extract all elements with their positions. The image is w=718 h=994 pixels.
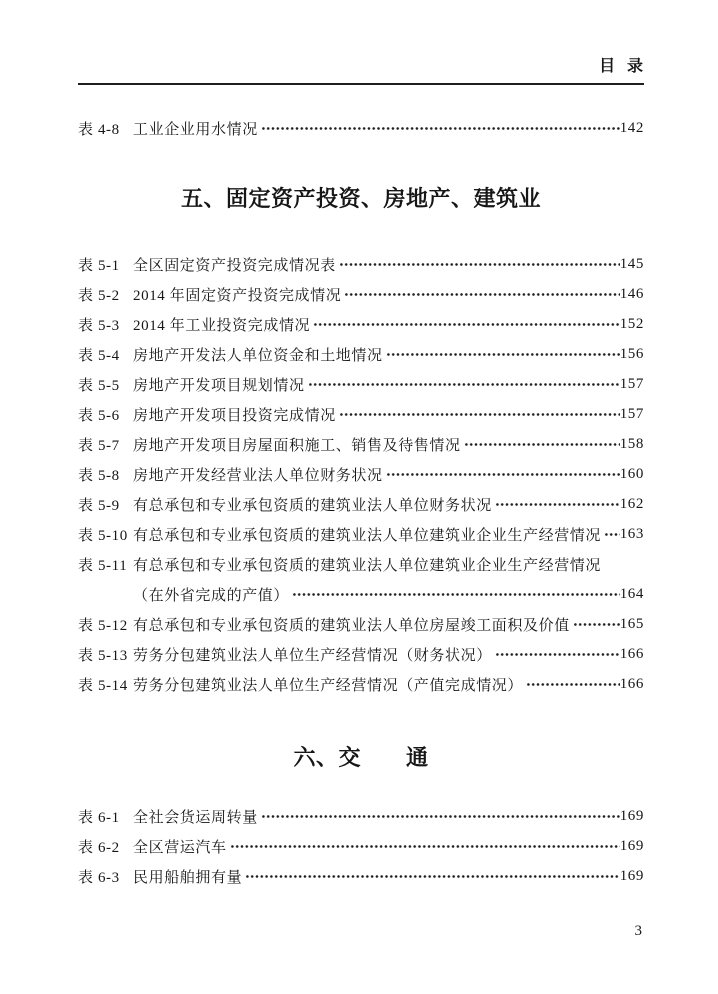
toc-entry: [78, 309, 644, 339]
section-transport: [78, 743, 644, 891]
section-entry-list: [78, 801, 644, 891]
toc-entry-line: [78, 489, 644, 519]
entry-page-number: 163: [619, 525, 644, 542]
toc-entry-line: [78, 831, 644, 861]
entry-page-number: 165: [619, 615, 644, 632]
entry-label: 表 6-2: [78, 839, 120, 856]
entry-title: 有总承包和专业承包资质的建筑业法人单位建筑业企业生产经营情况: [133, 527, 602, 544]
dot-leader: [308, 377, 620, 392]
entry-label: 表 5-6: [78, 407, 120, 424]
toc-entry: [78, 549, 644, 609]
entry-title: 民用船舶拥有量: [133, 869, 243, 886]
dot-leader: [495, 497, 620, 512]
toc-entry: [78, 801, 644, 831]
toc-entry: [78, 639, 644, 669]
entry-page-number: 169: [619, 807, 644, 824]
entry-page-number: 157: [619, 375, 644, 392]
toc-entry: [78, 519, 644, 549]
entry-title-continuation: （在外省完成的产值）: [133, 587, 290, 604]
dot-leader: [261, 121, 620, 136]
entry-page-number: 157: [619, 405, 644, 422]
entry-label: 表 5-10: [78, 527, 128, 544]
entry-title: 全区固定资产投资完成情况表: [133, 257, 336, 274]
section-heading: 五、固定资产投资、房地产、建筑业: [180, 186, 541, 211]
entry-title: 房地产开发经营业法人单位财务状况: [133, 467, 383, 484]
entry-title: 有总承包和专业承包资质的建筑业法人单位财务状况: [133, 497, 492, 514]
entry-page-number: 166: [619, 675, 644, 692]
dot-leader: [344, 287, 619, 302]
entry-title: 全区营运汽车: [133, 839, 227, 856]
toc-entry-continuation-line: [78, 579, 644, 609]
entry-label: 表 5-5: [78, 377, 120, 394]
entry-title: 房地产开发法人单位资金和土地情况: [133, 347, 383, 364]
entry-page-number: 169: [619, 867, 644, 884]
entry-title: 劳务分包建筑业法人单位生产经营情况（财务状况）: [133, 647, 492, 664]
entry-label: 表 6-3: [78, 869, 120, 886]
entry-page-number: 162: [619, 495, 644, 512]
page-number: 3: [634, 923, 642, 939]
toc-entry: [78, 249, 644, 279]
entry-label: 表 5-4: [78, 347, 120, 364]
entry-title: 房地产开发项目规划情况: [133, 377, 305, 394]
entry-page-number: 145: [619, 255, 644, 272]
toc-entry-line: [78, 669, 644, 699]
entry-label: 表 5-8: [78, 467, 120, 484]
toc-entry: [78, 369, 644, 399]
entry-page-number: 146: [619, 285, 644, 302]
entry-label: 表 5-14: [78, 677, 128, 694]
dot-leader: [386, 467, 620, 482]
toc-entry-line: [78, 519, 644, 549]
dot-leader: [339, 257, 620, 272]
toc-entry-line: [78, 609, 644, 639]
entry-label: 表 6-1: [78, 809, 120, 826]
entry-title: 有总承包和专业承包资质的建筑业法人单位房屋竣工面积及价值: [133, 617, 570, 634]
dot-leader: [526, 677, 620, 692]
toc-entry-line: [78, 549, 644, 579]
toc-entry: [78, 429, 644, 459]
entry-page-number: 158: [619, 435, 644, 452]
page-content: [78, 0, 644, 891]
entry-page-number: 152: [619, 315, 644, 332]
entry-page-number: 142: [619, 119, 644, 136]
entry-title: 房地产开发项目投资完成情况: [133, 407, 336, 424]
toc-entry: [78, 831, 644, 861]
toc-entry-line: [78, 429, 644, 459]
entry-label: 表 5-11: [78, 557, 128, 574]
toc-entry-line: [78, 113, 644, 143]
entry-label: 表 5-13: [78, 647, 128, 664]
page-header: [78, 0, 644, 85]
dot-leader: [573, 617, 620, 632]
toc-entry-line: [78, 399, 644, 429]
entry-title: 劳务分包建筑业法人单位生产经营情况（产值完成情况）: [133, 677, 524, 694]
toc-entry-line: [78, 639, 644, 669]
entry-label: 表 5-2: [78, 287, 120, 304]
toc-entry-line: [78, 279, 644, 309]
dot-leader: [386, 347, 620, 362]
section-fixed-asset-investment: [78, 184, 644, 699]
dot-leader: [604, 527, 620, 542]
toc-entry: [78, 861, 644, 891]
entry-page-number: 156: [619, 345, 644, 362]
entry-label: 表 5-12: [78, 617, 128, 634]
toc-entry: [78, 459, 644, 489]
entry-page-number: 160: [619, 465, 644, 482]
dot-leader: [313, 317, 620, 332]
section-entry-list: [78, 249, 644, 699]
entry-title: 2014 年固定资产投资完成情况: [133, 287, 342, 304]
toc-entry-line: [78, 801, 644, 831]
toc-entry: [78, 113, 644, 143]
entry-label: 表 5-1: [78, 257, 120, 274]
entry-title: 工业企业用水情况: [133, 121, 258, 138]
entry-page-number: 166: [619, 645, 644, 662]
header-title: 目 录: [599, 58, 644, 75]
entry-page-number: 164: [619, 585, 644, 602]
entry-title: 全社会货运周转量: [133, 809, 258, 826]
dot-leader: [495, 647, 620, 662]
entry-label: 表 4-8: [78, 121, 120, 138]
toc-entry-line: [78, 861, 644, 891]
dot-leader: [261, 809, 620, 824]
entry-label: 表 5-3: [78, 317, 120, 334]
toc-entry: [78, 399, 644, 429]
section-heading: 六、交 通: [293, 745, 429, 770]
entry-title: 2014 年工业投资完成情况: [133, 317, 311, 334]
toc-entry: [78, 279, 644, 309]
toc-entry-line: [78, 249, 644, 279]
toc-entry: [78, 339, 644, 369]
dot-leader: [464, 437, 620, 452]
toc-entry-line: [78, 339, 644, 369]
toc-entry: [78, 609, 644, 639]
toc-entry-line: [78, 459, 644, 489]
entry-label: 表 5-9: [78, 497, 120, 514]
entry-page-number: 169: [619, 837, 644, 854]
toc-entry-line: [78, 309, 644, 339]
dot-leader: [339, 407, 620, 422]
toc-entry: [78, 489, 644, 519]
toc-entry: [78, 669, 644, 699]
entry-title: 有总承包和专业承包资质的建筑业法人单位建筑业企业生产经营情况: [133, 557, 602, 574]
toc-entry-line: [78, 369, 644, 399]
entry-title: 房地产开发项目房屋面积施工、销售及待售情况: [133, 437, 461, 454]
leading-entry-list: [78, 113, 644, 143]
dot-leader: [245, 869, 619, 884]
dot-leader: [292, 587, 620, 602]
dot-leader: [230, 839, 620, 854]
entry-label: 表 5-7: [78, 437, 120, 454]
